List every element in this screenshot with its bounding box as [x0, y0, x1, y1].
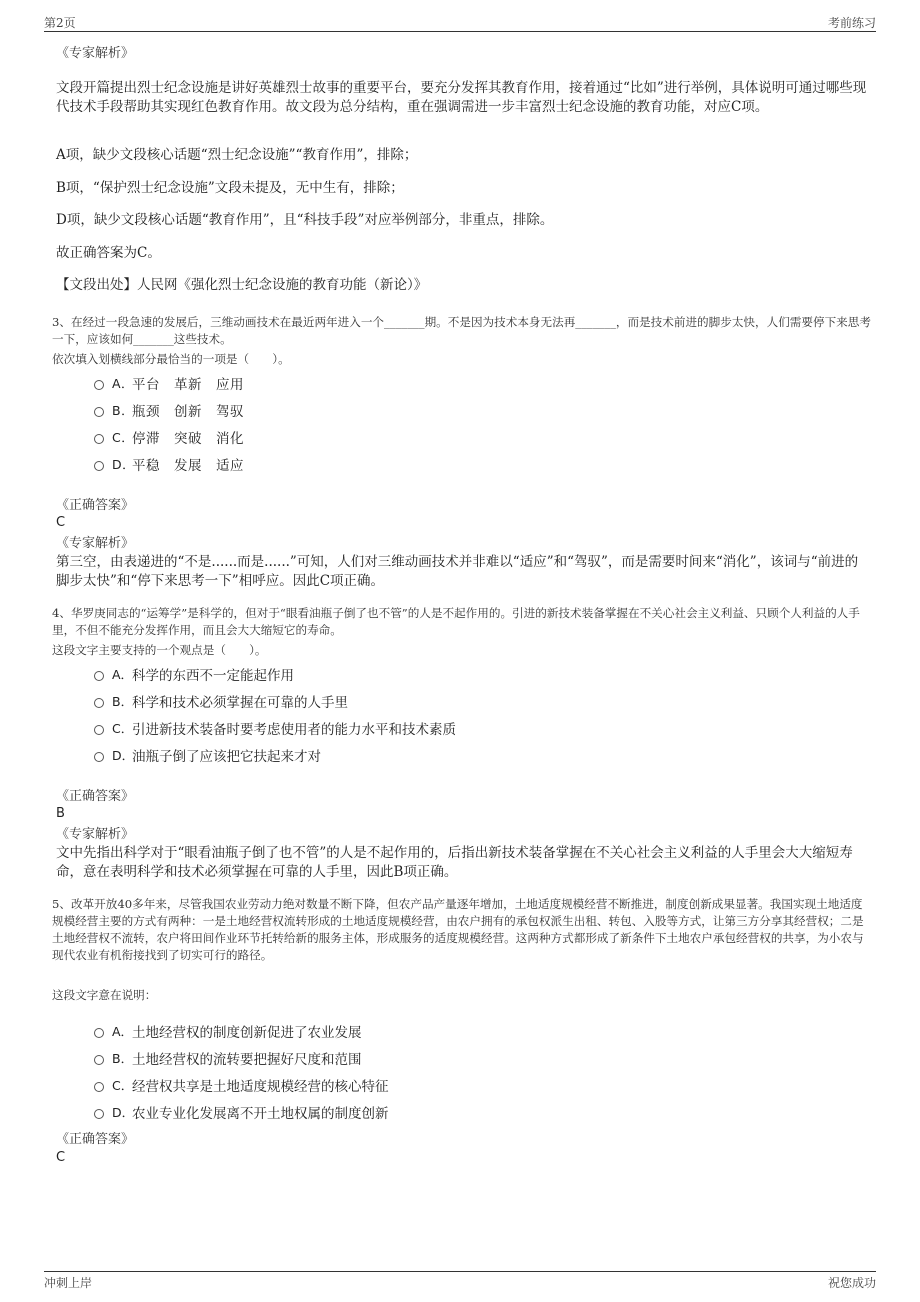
q5-option-b[interactable]: B． 土地经营权的流转要把握好尺度和范围 — [94, 1044, 389, 1071]
q4-option-b[interactable]: B． 科学和技术必须掌握在可靠的人手里 — [94, 687, 456, 714]
q3-answer-label: 《正确答案》 — [56, 498, 135, 513]
radio-icon[interactable] — [94, 671, 104, 681]
q4-stem: 4、华罗庚同志的“运筹学”是科学的，但对于“眼看油瓶子倒了也不管”的人是不起作用的。引进的新技术装备掌握在不关心社会主义利益、只顾个人利益的人手里，不但不能充分发挥作用，而且会大大缩短它的寿命。 — [52, 606, 860, 637]
radio-icon[interactable] — [94, 380, 104, 390]
radio-icon[interactable] — [94, 461, 104, 471]
q5-answer: C — [56, 1150, 66, 1165]
q2-source: 【文段出处】人民网《强化烈士纪念设施的教育功能（新论）》 — [56, 277, 428, 293]
q5-answer-label: 《正确答案》 — [56, 1132, 135, 1147]
q5-option-d[interactable]: D． 农业专业化发展离不开土地权属的制度创新 — [94, 1098, 389, 1125]
q3-options — [94, 369, 258, 477]
q4-answer-label: 《正确答案》 — [56, 789, 135, 804]
footer-left: 冲刺上岸 — [44, 1276, 93, 1290]
radio-icon[interactable] — [94, 434, 104, 444]
radio-icon[interactable] — [94, 407, 104, 417]
q3-option-b[interactable]: B． 瓶颈 创新 驾驭 — [94, 396, 258, 423]
page-header — [44, 14, 876, 32]
radio-icon[interactable] — [94, 698, 104, 708]
q5-option-c[interactable]: C． 经营权共享是土地适度规模经营的核心特征 — [94, 1071, 389, 1098]
q4-option-d[interactable]: D． 油瓶子倒了应该把它扶起来才对 — [94, 741, 456, 768]
q3-stem: 3、在经过一段急速的发展后，三维动画技术在最近两年进入一个_______期。不是因为技术本身无法再_______，而是技术前进的脚步太快，人们需要停下来思考一下，应该如何_______这些技术。 — [52, 315, 871, 346]
q2-analysis-label: 《专家解析》 — [56, 46, 135, 61]
q4-analysis-text: 文中先指出科学对于“眼看油瓶子倒了也不管”的人是不起作用的，后指出新技术装备掌握在不关心社会主义利益的人手里会大大缩短寿命，意在表明科学和技术必须掌握在可靠的人手里，因此B项正确。 — [56, 845, 853, 880]
q3-analysis-label: 《专家解析》 — [56, 536, 135, 551]
footer-right: 祝您成功 — [827, 1276, 876, 1290]
q4-option-c[interactable]: C． 引进新技术装备时要考虑使用者的能力水平和技术素质 — [94, 714, 456, 741]
q3-option-a[interactable]: A． 平台 革新 应用 — [94, 369, 258, 396]
q3-prompt: 依次填入划横线部分最恰当的一项是（ ）。 — [52, 352, 290, 366]
radio-icon[interactable] — [94, 1055, 104, 1065]
header-title: 考前练习 — [827, 16, 876, 30]
q5-options — [94, 1017, 389, 1125]
q4-answer: B — [56, 806, 65, 821]
q4-options — [94, 660, 456, 768]
q4-prompt: 这段文字主要支持的一个观点是（ ）。 — [52, 643, 267, 657]
q2-option-b-note: B项，“保护烈士纪念设施”文段未提及，无中生有，排除； — [56, 180, 404, 196]
radio-icon[interactable] — [94, 1082, 104, 1092]
page-footer — [44, 1271, 876, 1291]
q2-option-d-note: D项，缺少文段核心话题“教育作用”，且“科技手段”对应举例部分，非重点，排除。 — [56, 212, 554, 228]
radio-icon[interactable] — [94, 752, 104, 762]
radio-icon[interactable] — [94, 725, 104, 735]
q2-conclusion: 故正确答案为C。 — [56, 245, 161, 261]
q3-analysis-text: 第三空，由表递进的“不是......而是......”可知，人们对三维动画技术并非难以“适应”和“驾驭”，而是需要时间来“消化”，该词与“前进的脚步太快”和“停下来思考一下”相呼应。因此C项正确。 — [56, 554, 859, 589]
page-number: 第2页 — [44, 16, 76, 30]
q4-analysis-label: 《专家解析》 — [56, 827, 135, 842]
q5-prompt: 这段文字意在说明： — [52, 988, 157, 1002]
q3-answer: C — [56, 515, 66, 530]
q5-option-a[interactable]: A． 土地经营权的制度创新促进了农业发展 — [94, 1017, 389, 1044]
q3-option-d[interactable]: D． 平稳 发展 适应 — [94, 450, 258, 477]
q3-option-c[interactable]: C． 停滞 突破 消化 — [94, 423, 258, 450]
radio-icon[interactable] — [94, 1028, 104, 1038]
q2-analysis-text: 文段开篇提出烈士纪念设施是讲好英雄烈士故事的重要平台，要充分发挥其教育作用，接着通过“比如”进行举例，具体说明可通过哪些现代技术手段帮助其实现红色教育作用。故文段为总分结构，重在强调需进一步丰富烈士纪念设施的教育功能，对应C项。 — [56, 80, 867, 115]
q2-option-a-note: A项，缺少文段核心话题“烈士纪念设施”“教育作用”，排除； — [56, 147, 418, 163]
q4-option-a[interactable]: A． 科学的东西不一定能起作用 — [94, 660, 456, 687]
radio-icon[interactable] — [94, 1109, 104, 1119]
q5-stem: 5、改革开放40多年来，尽管我国农业劳动力绝对数量不断下降，但农产品产量逐年增加，土地适度规模经营不断推进，制度创新成果显著。我国实现土地适度规模经营主要的方式有两种：一是土地经营权流转形成的土地适度规模经营，由农户拥有的承包权派生出租、转包、入股等方式，让第三方分享其经营权；二是土地经营权不流转，农户将田间作业环节托转给新的服务主体，形成服务的适度规模经营。这两种方式都形成了新条件下土地农户承包经营权的共享，为小农与现代农业有机衔接找到了切实可行的路径。 — [52, 897, 864, 962]
